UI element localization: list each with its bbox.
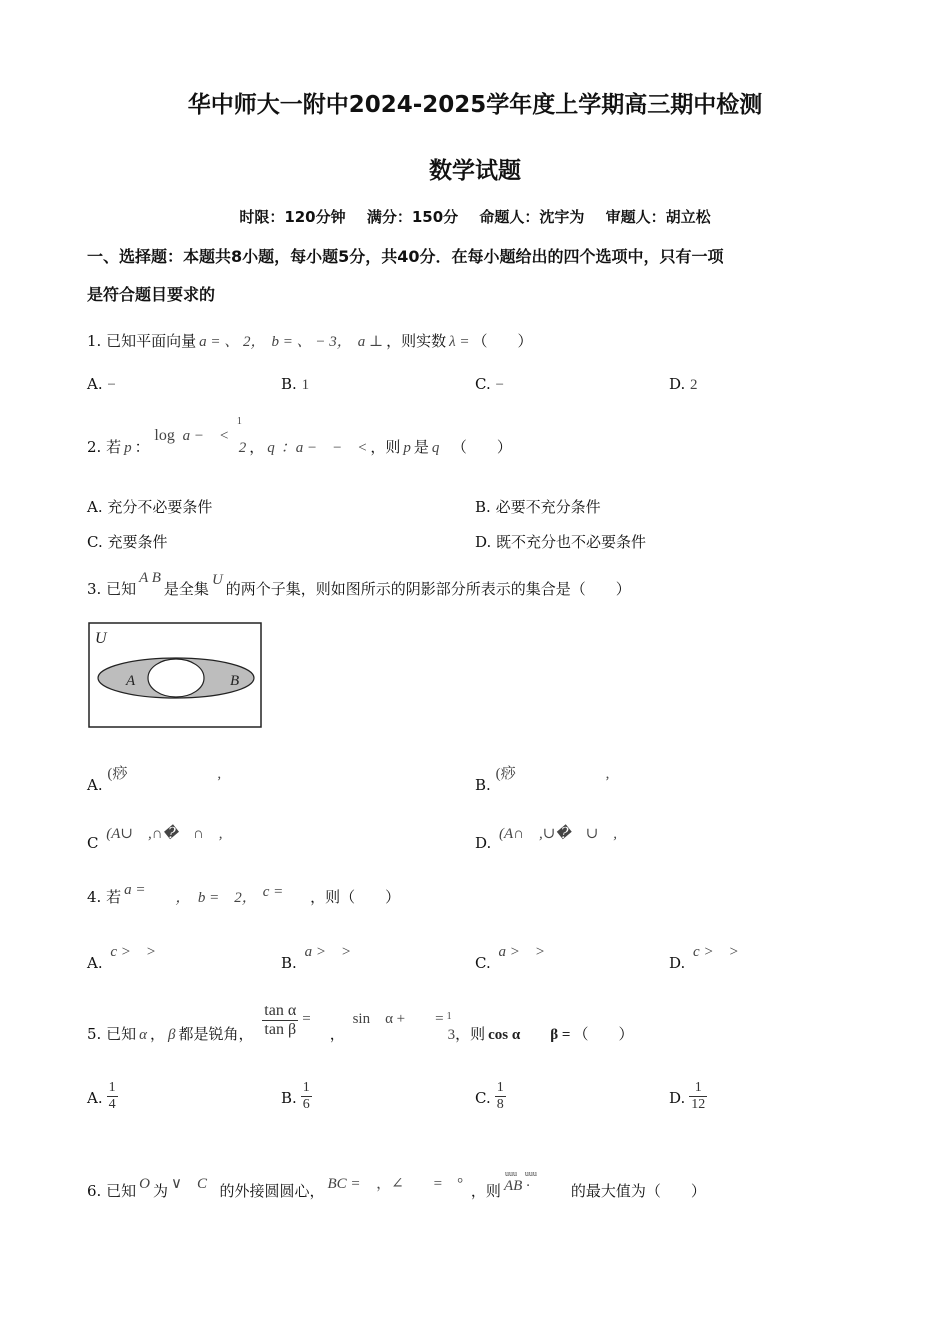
math-q: q [267, 440, 275, 456]
question-6: 6. 已知 O 为 ∨ C 的外接圆圆心， BC = ，∠ = ° ，则 uuu uuu AB · 的最大值为（ ） [87, 1169, 706, 1200]
question-2: 2. 若 p ： log a − < 1 2 ， q ：a − − < ，则 p 是 q （ ） [87, 416, 512, 456]
math-expr: a = 、 2， [199, 334, 266, 350]
reviewer: 审题人：胡立松 [605, 208, 711, 226]
section-heading-line2: 是符合题目要求的 [87, 285, 216, 304]
intersection-region [148, 659, 204, 697]
option-c: C. 充要条件 [87, 533, 168, 551]
math-expr: ， b = 2， [175, 890, 257, 906]
question-number: 6. [87, 1182, 102, 1200]
question-1 [87, 330, 533, 351]
option-d: D. c > > [669, 944, 739, 972]
math-expr: a = [124, 882, 146, 898]
option-d: D. 既不充分也不必要条件 [475, 533, 647, 551]
math-expr: AB · [503, 1178, 530, 1194]
question-4: 4. 若 a = ， b = 2， c = ，则（ ） [87, 882, 401, 906]
question-number: 1. [87, 332, 102, 350]
math-expr: b = 、 − 3， [271, 334, 352, 350]
option-b: B. (痧 , [475, 766, 610, 794]
question-text: ，则实数 [386, 332, 447, 350]
vector-arrows: uuu uuu [504, 1169, 537, 1178]
answer-paren: （ ） [451, 438, 512, 456]
math-expr: λ = [449, 334, 470, 350]
math-expr: ：a − − < [280, 440, 368, 456]
math-expr: ∨ C [170, 1176, 207, 1192]
option-b: B. 必要不充分条件 [475, 498, 601, 516]
option-c: C. $\frac{1}{8}$ [475, 1080, 504, 1112]
question-number: 3. [87, 580, 102, 598]
set-label-u: U [95, 630, 107, 647]
option-d: D. (A∩ ,∪� ∪ , [475, 826, 618, 852]
answer-paren: （ ） [472, 332, 533, 350]
option-b: B. $\frac{1}{6}$ [281, 1080, 310, 1112]
option-c: C (A∪ ,∩� ∩ , [87, 826, 223, 852]
math-expr: a ⊥ [357, 334, 384, 350]
question-number: 5. [87, 1024, 102, 1043]
question-5: 5. 已知 α ， β 都是锐角， $\frac{\text{tan α}}{\text{tan β}}$ = ， sin α + = 13，则 cos α β = （ ） [87, 1002, 634, 1043]
option-a: A. (痧 , [87, 766, 222, 794]
subject-title: 数学试题 [429, 158, 521, 184]
question-text: 已知平面向量 [106, 332, 197, 350]
option-d: D. 2 [669, 375, 698, 393]
math-expr: c = [262, 884, 284, 900]
superscript: 1 [236, 416, 242, 427]
math-expr: cos α β = [488, 1026, 571, 1043]
math-expr: A B [139, 570, 161, 586]
set-label-b: B [230, 673, 240, 689]
option-a: A. − [87, 375, 116, 393]
option-a: A. 充分不必要条件 [87, 498, 213, 516]
math-p: p [124, 440, 132, 456]
time-limit: 时限：120分钟 [239, 208, 346, 226]
setter: 命题人：沈宇为 [479, 208, 585, 226]
set-label-a: A [126, 673, 136, 689]
question-3: 3. 已知A B是全集 U 的两个子集，则如图所示的阴影部分所表示的集合是（ ） [87, 570, 631, 598]
option-c: C. a > > [475, 944, 545, 972]
option-a: A. c > > [87, 944, 157, 972]
question-number: 4. [87, 888, 102, 906]
math-expr: sin α + = [352, 1010, 444, 1027]
venn-diagram [88, 622, 264, 730]
option-d: D. $\frac{1}{12}$ [669, 1080, 706, 1112]
subscript: 2 [238, 440, 247, 456]
exam-meta [0, 206, 950, 227]
math-expr: BC = [327, 1176, 361, 1192]
exam-title: 华中师大一附中2024-2025学年度上学期高三期中检测 [187, 92, 763, 118]
section-heading-line1: 一、选择题：本题共8小题，每小题5分，共40分．在每小题给出的四个选项中，只有一项 [87, 247, 724, 266]
tan-fraction: $\frac{\text{tan α}}{\text{tan β}}$ [264, 1002, 297, 1038]
log-symbol: log [154, 427, 175, 444]
option-b: B. a > > [281, 944, 352, 972]
option-c: C. − [475, 375, 504, 393]
math-expr: U [211, 572, 223, 588]
question-number: 2. [87, 438, 102, 456]
option-b: B. 1 [281, 375, 310, 393]
option-a: A. $\frac{1}{4}$ [87, 1080, 116, 1112]
full-score: 满分：150分 [366, 208, 459, 226]
math-expr: a − < [182, 428, 230, 444]
